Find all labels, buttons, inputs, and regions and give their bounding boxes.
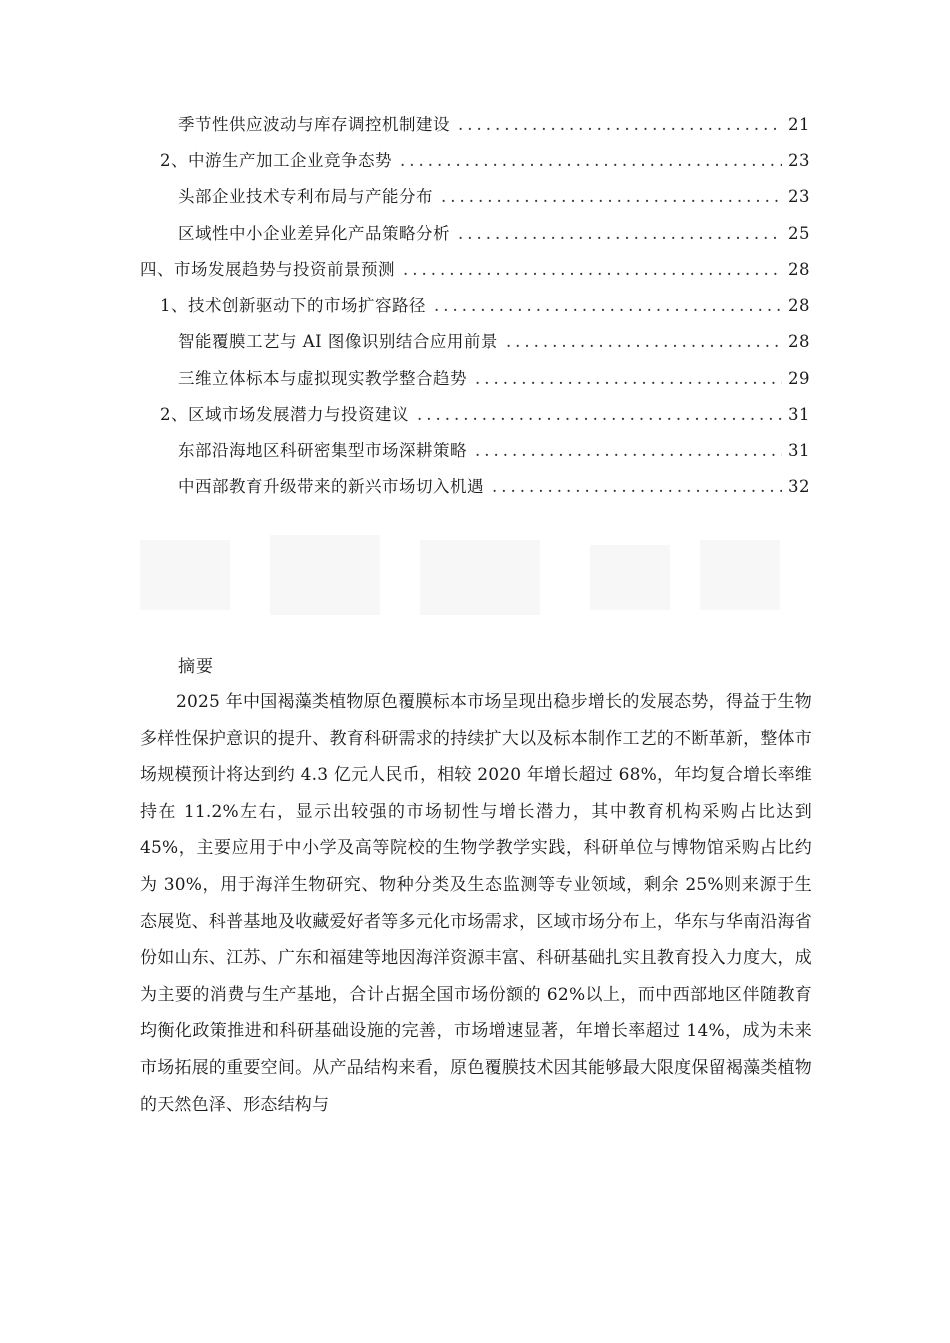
toc-leader-dots: [403, 256, 782, 284]
toc-entry-title: 季节性供应波动与库存调控机制建设: [178, 115, 450, 134]
toc-leader-dots: [506, 328, 782, 356]
toc-entry-page: 31: [788, 405, 810, 424]
toc-entry-page: 31: [788, 441, 810, 460]
toc-entry[interactable]: [178, 183, 810, 211]
faint-watermark: [120, 520, 800, 630]
toc-entry[interactable]: [178, 437, 810, 465]
abstract-heading: 摘要: [178, 657, 214, 677]
toc-entry[interactable]: [160, 401, 810, 429]
toc-entry-title: 三维立体标本与虚拟现实教学整合趋势: [178, 369, 467, 388]
toc-entry-title: 2、区域市场发展潜力与投资建议: [160, 405, 409, 424]
toc-entry-title: 区域性中小企业差异化产品策略分析: [178, 224, 450, 243]
toc-entry[interactable]: [178, 220, 810, 248]
toc-leader-dots: [441, 183, 782, 211]
toc-leader-dots: [434, 292, 782, 320]
toc-entry-title: 智能覆膜工艺与 AI 图像识别结合应用前景: [178, 332, 498, 351]
toc-entry[interactable]: [178, 328, 810, 356]
toc-entry-page: 23: [788, 187, 810, 206]
toc-entry-title: 四、市场发展趋势与投资前景预测: [140, 260, 395, 279]
toc-leader-dots: [458, 220, 782, 248]
toc-entry-page: 21: [788, 115, 810, 134]
toc-leader-dots: [458, 111, 782, 139]
toc-entry-title: 2、中游生产加工企业竞争态势: [160, 151, 392, 170]
toc-entry-page: 28: [788, 332, 810, 351]
toc-entry-page: 29: [788, 369, 810, 388]
abstract-paragraph: 2025 年中国褐藻类植物原色覆膜标本市场呈现出稳步增长的发展态势，得益于生物多样性保护意识的提升、教育科研需求的持续扩大以及标本制作工艺的不断革新，整体市场规模预计将达到约 4.3 亿元人民币，相较 2020 年增长超过 68%，年均复合增长率维持在 11.2%左右，显示出较强的市场韧性与增长潜力，其中教育机构采购占比达到 45%，主要应用于中小学及高等院校的生物学教学实践，科研单位与博物馆采购占比约为 30%，用于海洋生物研究、物种分类及生态监测等专业领域，剩余 25%则来源于生态展览、科普基地及收藏爱好者等多元化市场需求，区域市场分布上，华东与华南沿海省份如山东、江苏、广东和福建等地因海洋资源丰富、科研基础扎实且教育投入力度大，成为主要的消费与生产基地，合计占据全国市场份额的 62%以上，而中西部地区伴随教育均衡化政策推进和科研基础设施的完善，市场增速显著，年增长率超过 14%，成为未来市场拓展的重要空间。从产品结构来看，原色覆膜技术因其能够最大限度保留褐藻类植物的天然色泽、形态结构与: [140, 692, 812, 1115]
toc-entry-title: 头部企业技术专利布局与产能分布: [178, 187, 433, 206]
toc-entry-page: 28: [788, 260, 810, 279]
toc-leader-dots: [492, 473, 782, 501]
toc-entry[interactable]: [178, 365, 810, 393]
toc-leader-dots: [475, 365, 782, 393]
toc-entry[interactable]: [178, 111, 810, 139]
toc-leader-dots: [417, 401, 782, 429]
toc-entry[interactable]: [160, 292, 810, 320]
toc-entry[interactable]: [140, 256, 810, 284]
toc-entry-page: 25: [788, 224, 810, 243]
toc-entry[interactable]: [160, 147, 810, 175]
toc-entry-page: 23: [788, 151, 810, 170]
toc-entry-page: 32: [788, 477, 810, 496]
toc-entry-title: 中西部教育升级带来的新兴市场切入机遇: [178, 477, 484, 496]
toc-entry-title: 1、技术创新驱动下的市场扩容路径: [160, 296, 426, 315]
toc-leader-dots: [475, 437, 782, 465]
toc-leader-dots: [400, 147, 782, 175]
toc-entry-page: 28: [788, 296, 810, 315]
toc-entry-title: 东部沿海地区科研密集型市场深耕策略: [178, 441, 467, 460]
toc-entry[interactable]: [178, 473, 810, 501]
